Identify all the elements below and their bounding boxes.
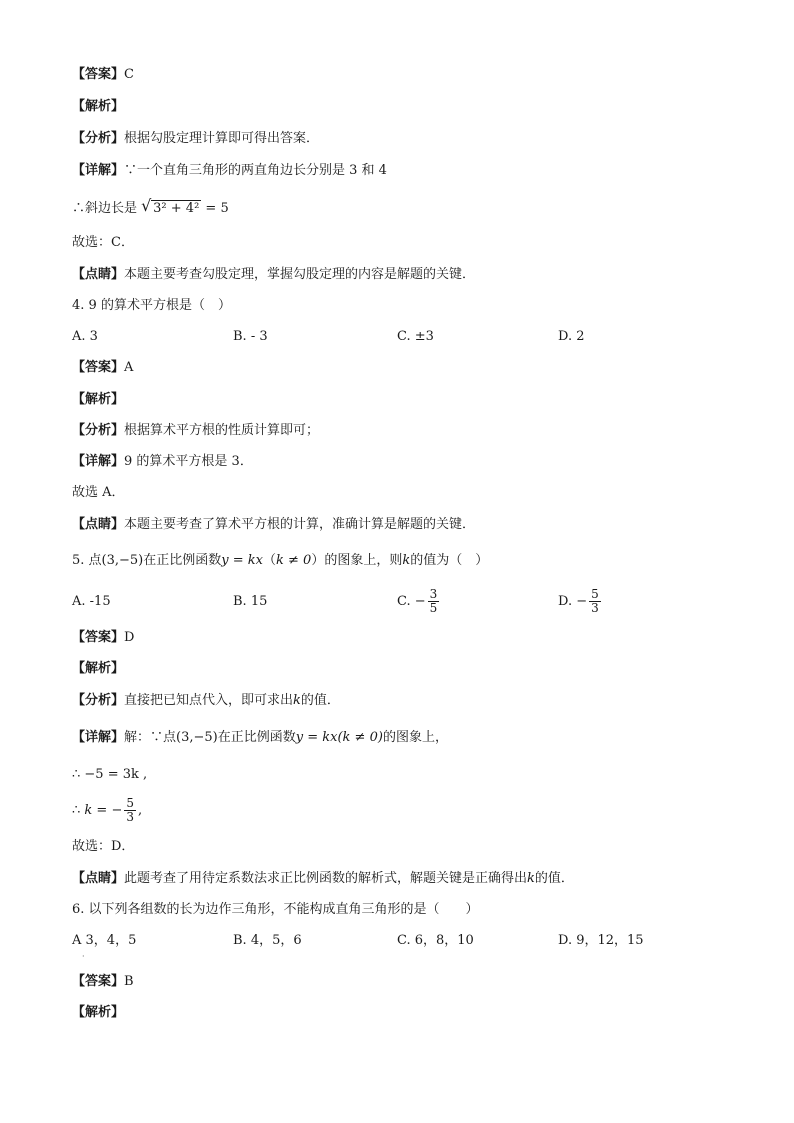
q6-option-c[interactable]: C. 6，8，10 — [397, 933, 474, 948]
radical-sign: √ — [141, 196, 152, 215]
q4-point: 【点睛】本题主要考查了算术平方根的计算，准确计算是解题的关键． — [72, 517, 476, 532]
q5-option-c[interactable]: C. − $\frac{3}{5}$ — [397, 587, 438, 615]
q4-option-a[interactable]: A. 3 — [72, 329, 98, 344]
fraction: $\frac{3}{5}$ — [429, 587, 438, 615]
q3-analysis-heading: 【解析】 — [72, 99, 125, 114]
q4-stem: 4. 9 的算术平方根是（ ） — [72, 298, 231, 313]
sqrt-expression: √ 3² + 4² — [141, 196, 200, 216]
fraction: $\frac{5}{3}$ — [126, 796, 134, 824]
q4-fenxi: 【分析】根据算术平方根的性质计算即可； — [72, 423, 320, 438]
fraction: $\frac{5}{3}$ — [591, 587, 599, 615]
q5-choose: 故选：D． — [72, 839, 135, 854]
q4-answer: 【答案】A — [72, 360, 134, 375]
q3-detail: 【详解】∵一个直角三角形的两直角边长分别是 3 和 4 — [72, 163, 387, 178]
q4-analysis-heading: 【解析】 — [72, 392, 125, 407]
q5-option-b[interactable]: B. 15 — [233, 594, 268, 609]
answer-tag: 【答案】 — [72, 67, 125, 82]
q3-point: 【点睛】本题主要考查勾股定理，掌握勾股定理的内容是解题的关键． — [72, 267, 476, 282]
q6-option-b[interactable]: B. 4，5，6 — [233, 933, 302, 948]
q5-step2: ∴ k = − $\frac{5}{3}$ , — [72, 796, 143, 824]
q4-option-b[interactable]: B. - 3 — [233, 329, 268, 344]
q5-detail: 【详解】解：∵点(3,−5)在正比例函数y = kx(k ≠ 0)的图象上， — [72, 730, 448, 745]
q6-analysis-heading: 【解析】 — [72, 1005, 125, 1020]
q5-point: 【点睛】此题考查了用待定系数法求正比例函数的解析式，解题关键是正确得出k的值． — [72, 871, 574, 886]
q5-analysis-heading: 【解析】 — [72, 661, 125, 676]
q6-answer: 【答案】B — [72, 974, 134, 989]
q6-stem: 6. 以下列各组数的长为边作三角形，不能构成直角三角形的是（ ） — [72, 902, 479, 917]
q5-fenxi: 【分析】直接把已知点代入，即可求出k的值． — [72, 693, 340, 708]
q4-choose: 故选 A． — [72, 485, 125, 500]
q5-option-d[interactable]: D. − $\frac{5}{3}$ — [558, 587, 599, 615]
q3-fenxi: 【分析】根据勾股定理计算即可得出答案． — [72, 131, 320, 146]
q3-step1: ∴斜边长是 √ 3² + 4² = 5 — [72, 196, 229, 216]
q3-answer: 【答案】C — [72, 67, 134, 82]
q5-option-a[interactable]: A. -15 — [72, 594, 111, 609]
q6-option-a[interactable]: A 3，4，5 — [72, 933, 137, 948]
q4-option-c[interactable]: C. ±3 — [397, 329, 434, 344]
stray-mark: · — [82, 952, 85, 961]
q6-option-d[interactable]: D. 9，12，15 — [558, 933, 644, 948]
q4-option-d[interactable]: D. 2 — [558, 329, 585, 344]
q5-answer: 【答案】D — [72, 630, 135, 645]
q3-choose: 故选：C． — [72, 235, 134, 250]
q5-stem: 5. 点(3,−5)在正比例函数y = kx（k ≠ 0）的图象上，则k的值为（ ） — [72, 553, 489, 568]
q4-detail: 【详解】9 的算术平方根是 3． — [72, 454, 253, 469]
q5-step1: ∴ −5 = 3k , — [72, 767, 148, 782]
